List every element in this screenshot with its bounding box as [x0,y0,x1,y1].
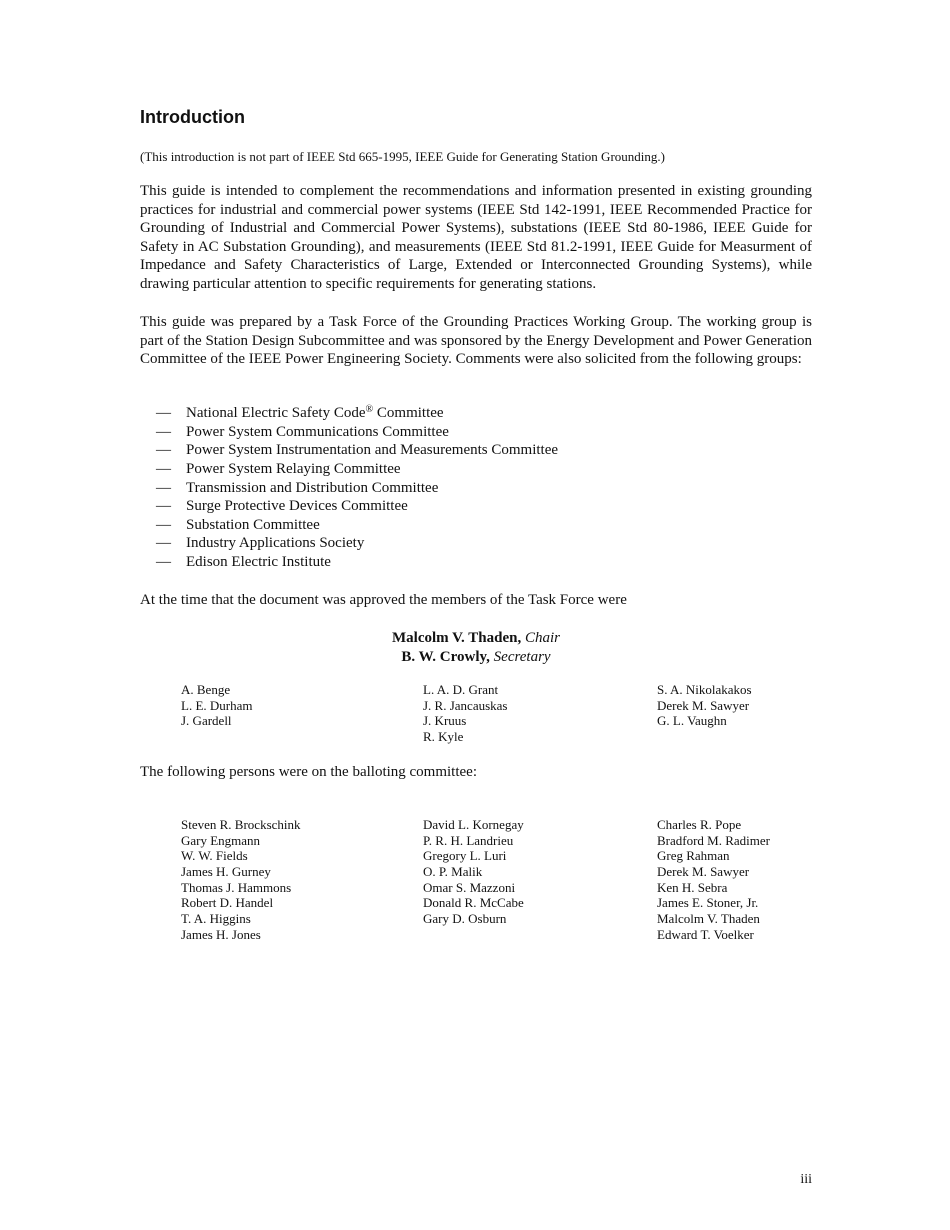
list-item [140,516,812,535]
member-name: James H. Jones [181,926,261,942]
group-name: Industry Applications Society [186,535,365,552]
list-dash: — [156,554,171,571]
document-page [140,0,812,1230]
registered-mark: ® [365,404,374,415]
list-dash: — [156,516,171,533]
member-name: Gary Engmann [181,832,261,848]
list-dash: — [156,479,171,496]
member-name: David L. Kornegay [423,817,524,832]
list-dash: — [156,498,171,515]
member-name: Thomas J. Hammons [181,879,292,895]
member-name: Ken H. Sebra [657,879,728,895]
paragraph-task-force: This guide was prepared by a Task Force of the Grounding Practices Working Group. The working group is part of the Station Design Subcommittee and was sponsored by the Energy Development and Power Generation Committee of the IEEE Power Engineering Society. Comments were also solicited from the following groups: [140,314,812,368]
member-name: W. W. Fields [181,848,248,864]
list-item [140,497,812,516]
member-name: J. Kruus [423,713,467,729]
paragraph-scope: This guide is intended to complement the recommendations and information presented in existing grounding practices for industrial and commercial power systems (IEEE Std 142-1991, IEEE Recommended Practice for Grounding of Industrial and Commercial Power Systems), substations (IEEE Std 80-1986, IEEE Guide for Safety in AC Substation Grounding), and measurements (IEEE Std 81.2-1991, IEEE Guide for Measurment of Impedance and Safety Characteristics of Large, Extended or Interconnected Grounding Systems), while drawing particular attention to specific requirements for generating stations. [140,183,812,292]
list-item [140,460,812,479]
member-name: Steven R. Brockschink [181,817,301,832]
member-name: R. Kyle [423,729,464,745]
list-item [140,534,812,553]
member-name: J. Gardell [181,713,232,729]
section-heading: Introduction [140,107,245,127]
member-name: Gregory L. Luri [423,848,507,864]
member-name: Omar S. Mazzoni [423,879,516,895]
member-name: T. A. Higgins [181,911,251,927]
member-column [423,682,508,745]
member-name: L. E. Durham [181,697,253,713]
list-dash: — [156,460,171,477]
member-name: Greg Rahman [657,848,730,864]
chair-role: Chair [524,630,560,646]
group-name-suffix: Committee [373,405,444,421]
solicited-groups-list [140,404,812,572]
member-name: Derek M. Sawyer [657,697,750,713]
task-force-officers [140,629,812,667]
member-column [657,682,752,729]
group-name: Transmission and Distribution Committee [186,479,439,496]
group-name: Substation Committee [186,516,320,533]
balloting-statement: The following persons were on the balloting committee: [140,764,478,780]
list-item [140,553,812,572]
member-name: James H. Gurney [181,864,271,880]
member-name: P. R. H. Landrieu [423,832,514,848]
member-name: James E. Stoner, Jr. [657,895,759,911]
member-column [657,817,770,943]
member-column [181,817,301,943]
member-column [181,682,252,729]
group-name: Surge Protective Devices Committee [186,498,408,515]
member-name: G. L. Vaughn [657,713,727,729]
member-name: Bradford M. Radimer [657,832,771,848]
list-item [140,404,812,423]
member-name: L. A. D. Grant [423,682,499,697]
member-name: Malcolm V. Thaden [657,911,760,927]
approved-statement: At the time that the document was approved the members of the Task Force were [140,592,627,608]
list-item [140,423,812,442]
member-name: O. P. Malik [423,864,483,880]
chair-name: Malcolm V. Thaden, [392,630,522,646]
member-name: J. R. Jancauskas [423,697,508,713]
group-name: Edison Electric Institute [186,554,331,571]
list-dash: — [156,405,171,421]
member-column [423,817,524,927]
page-number: iii [800,1172,812,1187]
member-name: Robert D. Handel [181,895,274,911]
member-name: Charles R. Pope [657,817,742,832]
member-name: A. Benge [181,682,231,697]
member-name: Edward T. Voelker [657,926,754,942]
group-name: Power System Communications Committee [186,423,449,440]
list-item [140,441,812,460]
intro-note: (This introduction is not part of IEEE Std 665-1995, IEEE Guide for Generating Station Grounding.) [140,149,665,164]
secretary-role: Secretary [493,649,551,665]
secretary-line [140,648,812,667]
member-name: Derek M. Sawyer [657,864,750,880]
list-dash: — [156,535,171,552]
member-name: S. A. Nikolakakos [657,682,752,697]
chair-line [140,629,812,648]
group-name: Power System Relaying Committee [186,460,401,477]
list-item [140,479,812,498]
group-name: Power System Instrumentation and Measurements Committee [186,442,559,459]
member-name: Gary D. Osburn [423,911,507,927]
group-name: National Electric Safety Code [186,405,366,421]
member-name: Donald R. McCabe [423,895,524,911]
secretary-name: B. W. Crowly, [401,649,490,665]
list-dash: — [156,442,171,459]
list-dash: — [156,423,171,440]
